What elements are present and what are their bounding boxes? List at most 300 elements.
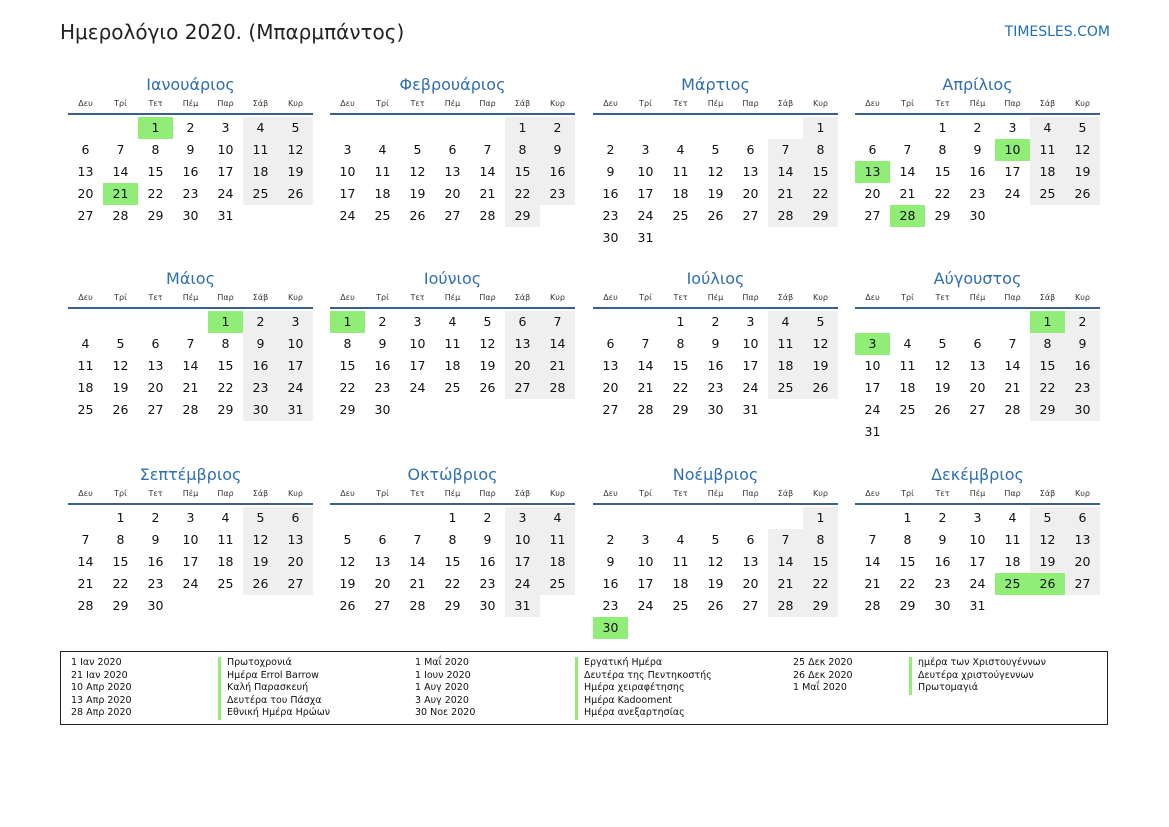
day-cell: 7 <box>116 142 125 157</box>
day-cell: 14 <box>1004 358 1021 373</box>
day-cell: 30 <box>969 208 986 223</box>
day-cell: 17 <box>742 358 759 373</box>
day-cell: 7 <box>413 532 422 547</box>
day-cell: 11 <box>768 333 803 355</box>
day-cell: 17 <box>217 164 234 179</box>
weekday-label: Τετ <box>148 99 163 108</box>
site-link[interactable]: TIMESLES.COM <box>1004 24 1110 40</box>
day-cell: 15 <box>147 164 164 179</box>
day-cell: 28 <box>1004 402 1021 417</box>
empty-cell <box>855 117 890 139</box>
day-cell: 28 <box>768 595 803 617</box>
holiday-day-cell: 21 <box>103 183 138 205</box>
day-cell: 6 <box>606 336 615 351</box>
weekday-header <box>68 289 313 309</box>
day-cell: 19 <box>243 551 278 573</box>
holiday-day-cell: 26 <box>1030 573 1065 595</box>
month-4 <box>855 75 1100 227</box>
day-cell: 26 <box>707 598 724 613</box>
day-cell: 22 <box>444 576 461 591</box>
day-cell: 9 <box>606 164 615 179</box>
day-cell: 24 <box>637 598 654 613</box>
day-cell: 21 <box>1004 380 1021 395</box>
day-cell: 16 <box>374 358 391 373</box>
day-cell: 16 <box>602 576 619 591</box>
day-cell: 5 <box>116 336 125 351</box>
day-cell: 26 <box>409 208 426 223</box>
weekday-label: Τετ <box>410 99 425 108</box>
day-cell: 20 <box>77 186 94 201</box>
day-cell: 18 <box>217 554 234 569</box>
day-cell: 25 <box>444 380 461 395</box>
day-cell: 16 <box>969 164 986 179</box>
weekday-header <box>855 95 1100 115</box>
weekday-label: Πέμ <box>707 99 724 108</box>
day-cell: 15 <box>217 358 234 373</box>
day-cell: 19 <box>803 355 838 377</box>
day-cell: 20 <box>602 380 619 395</box>
page-title: Ημερολόγιο 2020. (Μπαρμπάντος) <box>60 20 405 44</box>
weekday-label: Τετ <box>148 489 163 498</box>
day-cell: 10 <box>182 532 199 547</box>
holiday-day-cell: 13 <box>855 161 890 183</box>
legend-holiday-name: Εργατική Ημέρα <box>575 657 712 670</box>
day-cell: 15 <box>1030 355 1065 377</box>
day-cell: 11 <box>1030 139 1065 161</box>
day-cell: 24 <box>339 208 356 223</box>
day-cell: 18 <box>672 186 689 201</box>
day-cell: 4 <box>676 142 685 157</box>
day-cell: 19 <box>278 161 313 183</box>
empty-cell <box>628 117 663 139</box>
day-cell: 1 <box>505 117 540 139</box>
day-cell: 9 <box>1065 333 1100 355</box>
day-cell: 27 <box>278 573 313 595</box>
day-cell: 20 <box>742 186 759 201</box>
day-cell: 17 <box>409 358 426 373</box>
day-grid <box>593 507 838 639</box>
weekday-label: Κυρ <box>1075 293 1090 302</box>
weekday-label: Πέμ <box>444 293 461 302</box>
day-cell: 26 <box>1065 183 1100 205</box>
day-cell: 9 <box>711 336 720 351</box>
month-name: Απρίλιος <box>942 75 1013 94</box>
weekday-label: Παρ <box>479 489 496 498</box>
holiday-day-cell: 25 <box>995 573 1030 595</box>
day-cell: 9 <box>606 554 615 569</box>
day-cell: 17 <box>1004 164 1021 179</box>
weekday-label: Σάβ <box>252 293 269 302</box>
day-cell: 15 <box>505 161 540 183</box>
day-cell: 12 <box>278 139 313 161</box>
day-cell: 13 <box>444 164 461 179</box>
day-cell: 30 <box>934 598 951 613</box>
day-cell: 29 <box>803 595 838 617</box>
empty-cell <box>400 507 435 529</box>
day-cell: 15 <box>672 358 689 373</box>
legend-holiday-name: Ημέρα ανεξαρτησίας <box>575 707 712 720</box>
day-cell: 4 <box>1008 510 1017 525</box>
day-cell: 7 <box>768 139 803 161</box>
empty-cell <box>593 117 628 139</box>
day-cell: 25 <box>672 598 689 613</box>
day-cell: 12 <box>479 336 496 351</box>
day-cell: 29 <box>934 208 951 223</box>
weekday-header <box>593 289 838 309</box>
day-cell: 2 <box>483 510 492 525</box>
weekday-label: Τρί <box>376 99 389 108</box>
month-7 <box>593 269 838 421</box>
day-cell: 16 <box>934 554 951 569</box>
day-cell: 15 <box>899 554 916 569</box>
day-cell: 5 <box>343 532 352 547</box>
day-cell: 12 <box>409 164 426 179</box>
empty-cell <box>925 311 960 333</box>
weekday-label: Πέμ <box>182 99 199 108</box>
weekday-header <box>68 95 313 115</box>
day-grid <box>330 507 575 617</box>
day-cell: 4 <box>448 314 457 329</box>
empty-cell <box>400 117 435 139</box>
day-cell: 8 <box>903 532 912 547</box>
day-cell: 6 <box>81 142 90 157</box>
day-cell: 28 <box>864 598 881 613</box>
day-cell: 14 <box>182 358 199 373</box>
month-name: Ιούλιος <box>686 269 745 288</box>
day-cell: 16 <box>182 164 199 179</box>
weekday-label: Τετ <box>935 99 950 108</box>
weekday-label: Σάβ <box>252 99 269 108</box>
day-cell: 29 <box>1030 399 1065 421</box>
weekday-label: Σάβ <box>1039 489 1056 498</box>
weekday-label: Σάβ <box>514 489 531 498</box>
day-cell: 20 <box>278 551 313 573</box>
day-cell: 16 <box>1065 355 1100 377</box>
holiday-day-cell: 1 <box>208 311 243 333</box>
empty-cell <box>960 311 995 333</box>
legend-names <box>909 657 1046 695</box>
legend-holiday-name: Πρωτομαγιά <box>909 682 1046 695</box>
day-cell: 6 <box>973 336 982 351</box>
day-cell: 12 <box>934 358 951 373</box>
weekday-label: Παρ <box>479 99 496 108</box>
weekday-label: Πέμ <box>182 489 199 498</box>
day-cell: 20 <box>374 576 391 591</box>
day-cell: 8 <box>151 142 160 157</box>
day-cell: 13 <box>1065 529 1100 551</box>
day-cell: 24 <box>182 576 199 591</box>
day-cell: 21 <box>479 186 496 201</box>
legend-date: 21 Ιαν 2020 <box>71 669 128 681</box>
day-cell: 17 <box>969 554 986 569</box>
day-cell: 2 <box>243 311 278 333</box>
day-cell: 4 <box>903 336 912 351</box>
day-cell: 12 <box>1065 139 1100 161</box>
day-cell: 27 <box>969 402 986 417</box>
day-cell: 12 <box>339 554 356 569</box>
day-cell: 11 <box>1004 532 1021 547</box>
day-cell: 21 <box>768 573 803 595</box>
empty-cell <box>138 311 173 333</box>
month-name: Μάιος <box>166 269 215 288</box>
weekday-header <box>330 289 575 309</box>
day-cell: 17 <box>278 355 313 377</box>
day-cell: 16 <box>602 186 619 201</box>
weekday-label: Τρί <box>901 293 914 302</box>
day-cell: 21 <box>637 380 654 395</box>
empty-cell <box>768 507 803 529</box>
day-cell: 16 <box>540 161 575 183</box>
day-cell: 9 <box>540 139 575 161</box>
day-cell: 21 <box>409 576 426 591</box>
day-cell: 27 <box>374 598 391 613</box>
day-cell: 26 <box>112 402 129 417</box>
day-cell: 6 <box>1065 507 1100 529</box>
day-cell: 25 <box>374 208 391 223</box>
day-cell: 9 <box>378 336 387 351</box>
day-cell: 2 <box>606 532 615 547</box>
day-cell: 23 <box>479 576 496 591</box>
day-cell: 27 <box>602 402 619 417</box>
day-cell: 7 <box>186 336 195 351</box>
day-cell: 2 <box>151 510 160 525</box>
weekday-label: Τετ <box>673 489 688 498</box>
empty-cell <box>435 117 470 139</box>
day-cell: 9 <box>186 142 195 157</box>
day-cell: 14 <box>899 164 916 179</box>
holiday-day-cell: 1 <box>1030 311 1065 333</box>
day-cell: 10 <box>637 164 654 179</box>
day-cell: 14 <box>637 358 654 373</box>
weekday-label: Τρί <box>114 99 127 108</box>
day-cell: 7 <box>81 532 90 547</box>
day-cell: 29 <box>803 205 838 227</box>
day-cell: 9 <box>938 532 947 547</box>
day-cell: 21 <box>864 576 881 591</box>
day-cell: 22 <box>505 183 540 205</box>
day-cell: 17 <box>339 186 356 201</box>
weekday-label: Τετ <box>673 99 688 108</box>
weekday-header <box>855 289 1100 309</box>
month-8 <box>855 269 1100 443</box>
day-cell: 26 <box>243 573 278 595</box>
day-cell: 14 <box>540 333 575 355</box>
legend-holiday-name: Ημέρα χειραφέτησης <box>575 682 712 695</box>
weekday-label: Τρί <box>639 99 652 108</box>
day-cell: 30 <box>374 402 391 417</box>
day-cell: 15 <box>444 554 461 569</box>
weekday-label: Τετ <box>935 293 950 302</box>
day-cell: 13 <box>278 529 313 551</box>
weekday-label: Παρ <box>217 99 234 108</box>
holiday-legend <box>60 651 1108 725</box>
weekday-label: Σάβ <box>252 489 269 498</box>
day-grid <box>855 117 1100 227</box>
day-cell: 22 <box>339 380 356 395</box>
holiday-day-cell: 28 <box>890 205 925 227</box>
day-cell: 30 <box>707 402 724 417</box>
day-cell: 28 <box>112 208 129 223</box>
day-cell: 28 <box>409 598 426 613</box>
day-cell: 28 <box>479 208 496 223</box>
empty-cell <box>173 311 208 333</box>
day-cell: 4 <box>540 507 575 529</box>
day-cell: 10 <box>637 554 654 569</box>
weekday-label: Κυρ <box>813 99 828 108</box>
day-cell: 3 <box>505 507 540 529</box>
day-cell: 22 <box>899 576 916 591</box>
day-cell: 19 <box>112 380 129 395</box>
day-cell: 4 <box>81 336 90 351</box>
day-cell: 4 <box>221 510 230 525</box>
month-10 <box>330 465 575 617</box>
day-cell: 31 <box>742 402 759 417</box>
day-cell: 5 <box>1065 117 1100 139</box>
day-cell: 18 <box>444 358 461 373</box>
weekday-label: Τρί <box>376 293 389 302</box>
day-cell: 23 <box>243 377 278 399</box>
day-cell: 2 <box>378 314 387 329</box>
empty-cell <box>855 507 890 529</box>
weekday-label: Δευ <box>603 293 618 302</box>
day-cell: 29 <box>217 402 234 417</box>
day-cell: 6 <box>746 532 755 547</box>
day-cell: 26 <box>278 183 313 205</box>
empty-cell <box>890 311 925 333</box>
day-cell: 8 <box>116 532 125 547</box>
day-cell: 28 <box>637 402 654 417</box>
weekday-header <box>855 485 1100 505</box>
weekday-label: Δευ <box>78 293 93 302</box>
day-cell: 27 <box>444 208 461 223</box>
day-cell: 19 <box>1030 551 1065 573</box>
day-cell: 12 <box>707 554 724 569</box>
weekday-label: Πέμ <box>969 293 986 302</box>
day-cell: 7 <box>1008 336 1017 351</box>
day-cell: 3 <box>746 314 755 329</box>
day-cell: 23 <box>602 598 619 613</box>
weekday-label: Τετ <box>673 293 688 302</box>
month-6 <box>330 269 575 421</box>
day-cell: 14 <box>768 161 803 183</box>
day-cell: 10 <box>339 164 356 179</box>
day-cell: 7 <box>641 336 650 351</box>
empty-cell <box>733 507 768 529</box>
day-cell: 21 <box>540 355 575 377</box>
empty-cell <box>470 117 505 139</box>
day-cell: 1 <box>903 510 912 525</box>
legend-holiday-name: Ημέρα Errol Barrow <box>218 670 330 683</box>
day-cell: 7 <box>903 142 912 157</box>
month-name: Ιανουάριος <box>146 75 235 94</box>
empty-cell <box>628 311 663 333</box>
day-cell: 16 <box>147 554 164 569</box>
day-cell: 11 <box>444 336 461 351</box>
day-cell: 25 <box>899 402 916 417</box>
weekday-label: Τετ <box>410 489 425 498</box>
empty-cell <box>698 507 733 529</box>
day-cell: 20 <box>147 380 164 395</box>
legend-date: 1 Ιαν 2020 <box>71 657 122 668</box>
day-cell: 6 <box>448 142 457 157</box>
day-grid <box>855 311 1100 443</box>
day-cell: 18 <box>1004 554 1021 569</box>
day-cell: 26 <box>339 598 356 613</box>
legend-date: 1 Μαΐ 2020 <box>793 682 847 694</box>
day-cell: 3 <box>186 510 195 525</box>
day-cell: 5 <box>711 142 720 157</box>
day-cell: 31 <box>278 399 313 421</box>
day-cell: 21 <box>768 183 803 205</box>
weekday-label: Πέμ <box>444 99 461 108</box>
weekday-label: Κυρ <box>1075 99 1090 108</box>
day-cell: 25 <box>243 183 278 205</box>
day-cell: 1 <box>803 507 838 529</box>
day-cell: 18 <box>540 551 575 573</box>
day-grid <box>68 311 313 421</box>
day-cell: 29 <box>147 208 164 223</box>
empty-cell <box>365 117 400 139</box>
weekday-label: Σάβ <box>777 99 794 108</box>
weekday-label: Σάβ <box>1039 99 1056 108</box>
month-name: Σεπτέμβριος <box>139 465 242 484</box>
day-cell: 30 <box>602 230 619 245</box>
day-cell: 29 <box>444 598 461 613</box>
day-cell: 24 <box>864 402 881 417</box>
day-grid <box>68 117 313 227</box>
empty-cell <box>68 507 103 529</box>
day-cell: 12 <box>112 358 129 373</box>
day-cell: 23 <box>540 183 575 205</box>
empty-cell <box>365 507 400 529</box>
day-cell: 24 <box>409 380 426 395</box>
day-cell: 1 <box>448 510 457 525</box>
weekday-label: Δευ <box>340 293 355 302</box>
day-cell: 29 <box>112 598 129 613</box>
day-cell: 10 <box>409 336 426 351</box>
day-cell: 22 <box>217 380 234 395</box>
day-cell: 6 <box>746 142 755 157</box>
day-cell: 15 <box>803 161 838 183</box>
day-cell: 22 <box>803 183 838 205</box>
day-cell: 28 <box>182 402 199 417</box>
day-cell: 8 <box>221 336 230 351</box>
day-cell: 31 <box>864 424 881 439</box>
day-cell: 13 <box>505 333 540 355</box>
day-cell: 7 <box>868 532 877 547</box>
weekday-label: Σάβ <box>777 293 794 302</box>
day-cell: 18 <box>672 576 689 591</box>
day-cell: 25 <box>540 573 575 595</box>
weekday-label: Παρ <box>1004 293 1021 302</box>
weekday-label: Παρ <box>742 99 759 108</box>
day-cell: 4 <box>676 532 685 547</box>
legend-holiday-name: Εθνική Ημέρα Ηρώων <box>218 707 330 720</box>
day-cell: 24 <box>742 380 759 395</box>
day-cell: 11 <box>540 529 575 551</box>
day-cell: 2 <box>973 120 982 135</box>
day-cell: 31 <box>217 208 234 223</box>
legend-holiday-name: Πρωτοχρονιά <box>218 657 330 670</box>
month-5 <box>68 269 313 421</box>
day-cell: 19 <box>707 576 724 591</box>
legend-dates <box>71 657 132 720</box>
day-cell: 18 <box>243 161 278 183</box>
day-cell: 19 <box>707 186 724 201</box>
day-cell: 24 <box>1004 186 1021 201</box>
day-cell: 13 <box>742 164 759 179</box>
day-cell: 22 <box>672 380 689 395</box>
